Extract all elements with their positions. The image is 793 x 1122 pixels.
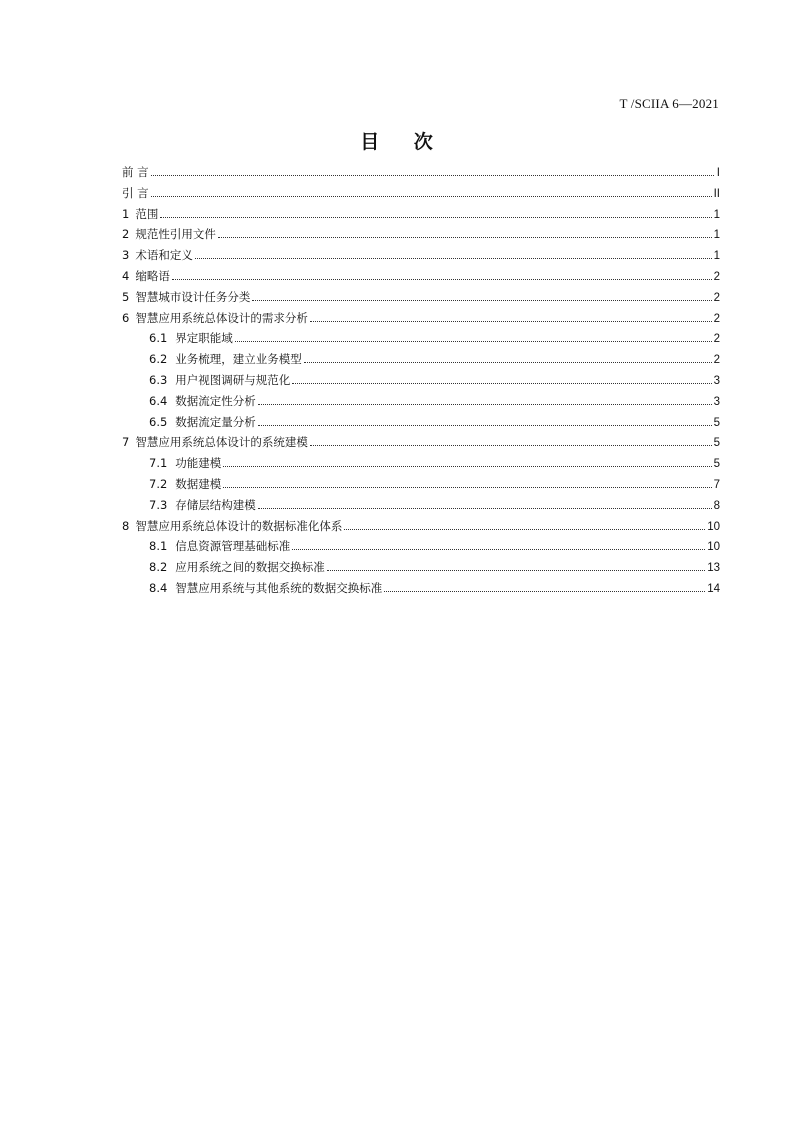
toc-entry-number: 6.4 [149, 393, 168, 408]
toc-leader-dots [172, 278, 712, 280]
toc-leader-dots [252, 299, 711, 301]
toc-entry-page: 2 [713, 333, 720, 346]
toc-entry-text: 智慧应用系统与其他系统的数据交换标准 [175, 580, 383, 595]
toc-entry-label [122, 308, 308, 329]
toc-entry-label [122, 224, 216, 245]
toc-leader-dots [195, 257, 712, 259]
toc-entry-page: 2 [713, 270, 720, 283]
toc-entry[interactable] [122, 391, 720, 412]
toc-entry-text: 业务梳理，建立业务模型 [175, 352, 302, 367]
toc-entry-page: 2 [713, 354, 720, 367]
toc-entry-text: 界定职能域 [175, 331, 233, 346]
toc-entry-number: 6.2 [149, 352, 168, 367]
toc-entry-label [122, 432, 308, 453]
toc-entry-label [122, 204, 158, 225]
toc-leader-dots [151, 195, 712, 197]
toc-entry-text: 用户视图调研与规范化 [175, 372, 291, 387]
toc-entry[interactable] [122, 536, 720, 557]
toc-entry[interactable] [122, 432, 720, 453]
toc-entry-text: 规范性引用文件 [135, 227, 216, 242]
toc-entry-label [122, 516, 342, 537]
toc-entry-number: 7.2 [149, 476, 168, 491]
toc-entry-label [149, 453, 221, 474]
toc-entry-page: 1 [713, 208, 720, 221]
toc-leader-dots [292, 548, 705, 550]
toc-entry-number: 7.1 [149, 456, 168, 471]
toc-leader-dots [160, 216, 711, 218]
toc-entry-number: 8 [122, 518, 130, 533]
toc-entry-page: 5 [713, 437, 720, 450]
toc-entry-text: 数据流定性分析 [175, 393, 256, 408]
toc-entry-text: 引 言 [122, 185, 149, 200]
toc-entry-page: 2 [713, 291, 720, 304]
toc-leader-dots [258, 507, 712, 509]
toc-entry-label [122, 245, 193, 266]
toc-leader-dots [384, 590, 705, 592]
toc-entry-number: 4 [122, 268, 130, 283]
toc-entry-text: 智慧应用系统总体设计的需求分析 [135, 310, 308, 325]
toc-entry[interactable] [122, 328, 720, 349]
toc-entry[interactable] [122, 495, 720, 516]
toc-entry[interactable] [122, 308, 720, 329]
toc-entry-label [149, 370, 290, 391]
toc-entry-label [149, 495, 256, 516]
toc-entry-label [149, 349, 302, 370]
toc-entry-page: 1 [713, 229, 720, 242]
toc-entry[interactable] [122, 578, 720, 599]
toc-entry-number: 6 [122, 310, 130, 325]
toc-leader-dots [151, 174, 714, 176]
toc-entry[interactable] [122, 266, 720, 287]
toc-entry-page: 10 [707, 541, 720, 554]
toc-entry-page: 10 [707, 520, 720, 533]
toc-entry-page: 3 [713, 395, 720, 408]
toc-entry-page: I [716, 167, 720, 179]
toc-entry[interactable] [122, 557, 720, 578]
toc-entry-text: 应用系统之间的数据交换标准 [175, 560, 325, 575]
toc-entry-text: 信息资源管理基础标准 [175, 539, 291, 554]
toc-entry[interactable] [122, 474, 720, 495]
toc-entry-label [122, 266, 170, 287]
toc-entry-label [149, 391, 256, 412]
toc-entry-text: 智慧应用系统总体设计的数据标准化体系 [135, 518, 343, 533]
toc-entry-text: 数据建模 [175, 476, 222, 491]
toc-entry-label [122, 183, 149, 204]
toc-leader-dots [344, 528, 705, 530]
toc-entry-text: 缩略语 [135, 268, 170, 283]
toc-entry-number: 8.1 [149, 539, 168, 554]
toc-entry-number: 6.5 [149, 414, 168, 429]
toc-entry-number: 3 [122, 248, 130, 263]
toc-leader-dots [258, 403, 712, 405]
toc-entry-page: 7 [713, 478, 720, 491]
toc-entry[interactable] [122, 453, 720, 474]
toc-entry-label [149, 328, 233, 349]
toc-entry[interactable] [122, 183, 720, 204]
toc-entry-page: II [713, 187, 720, 200]
toc-entry-page: 1 [713, 250, 720, 263]
toc-entry-number: 7 [122, 435, 130, 450]
toc-leader-dots [327, 569, 705, 571]
toc-entry-text: 智慧应用系统总体设计的系统建模 [135, 435, 308, 450]
toc-entry-page: 8 [713, 499, 720, 512]
toc-entry-number: 2 [122, 227, 130, 242]
toc-entry-label [122, 287, 250, 308]
toc-leader-dots [258, 424, 712, 426]
document-id: T /SCIIA 6—2021 [619, 96, 719, 111]
toc-leader-dots [304, 361, 712, 363]
toc-leader-dots [218, 236, 712, 238]
toc-entry-label [149, 412, 256, 433]
toc-entry-number: 8.4 [149, 580, 168, 595]
toc-entry-number: 8.2 [149, 560, 168, 575]
toc-entry-page: 5 [713, 458, 720, 471]
toc-entry-text: 前 言 [122, 165, 149, 179]
toc-entry-number: 7.3 [149, 497, 168, 512]
toc-entry[interactable] [122, 224, 720, 245]
toc-entry[interactable] [122, 412, 720, 433]
toc-entry-page: 2 [713, 312, 720, 325]
toc-entry[interactable] [122, 162, 720, 183]
toc-title: 目 次 [360, 131, 447, 153]
toc-entry-label [149, 474, 221, 495]
toc-leader-dots [292, 382, 711, 384]
toc-leader-dots [235, 340, 712, 342]
toc-leader-dots [310, 320, 712, 322]
toc-entry-text: 智慧城市设计任务分类 [135, 289, 251, 304]
toc-entry[interactable] [122, 516, 720, 537]
toc-entry-number: 6.1 [149, 331, 168, 346]
toc-entry[interactable] [122, 349, 720, 370]
toc-leader-dots [223, 465, 711, 467]
toc-entry-text: 存储层结构建模 [175, 497, 256, 512]
toc-entry-label [122, 162, 149, 183]
toc-leader-dots [310, 444, 712, 446]
toc-entry[interactable] [122, 287, 720, 308]
toc-entry-text: 数据流定量分析 [175, 414, 256, 429]
table-of-contents [122, 162, 720, 599]
toc-entry-text: 范围 [135, 206, 159, 221]
toc-entry-text: 功能建模 [175, 456, 222, 471]
toc-entry-number: 5 [122, 289, 130, 304]
toc-entry-page: 5 [713, 416, 720, 429]
toc-entry[interactable] [122, 370, 720, 391]
toc-entry-page: 3 [713, 374, 720, 387]
toc-entry-label [149, 536, 290, 557]
toc-entry-number: 6.3 [149, 372, 168, 387]
toc-entry-text: 术语和定义 [135, 248, 193, 263]
toc-entry-page: 13 [707, 562, 720, 575]
toc-leader-dots [223, 486, 711, 488]
toc-entry-page: 14 [707, 582, 720, 595]
toc-entry-label [149, 578, 382, 599]
toc-entry[interactable] [122, 204, 720, 225]
toc-entry-number: 1 [122, 206, 130, 221]
toc-entry[interactable] [122, 245, 720, 266]
toc-entry-label [149, 557, 325, 578]
